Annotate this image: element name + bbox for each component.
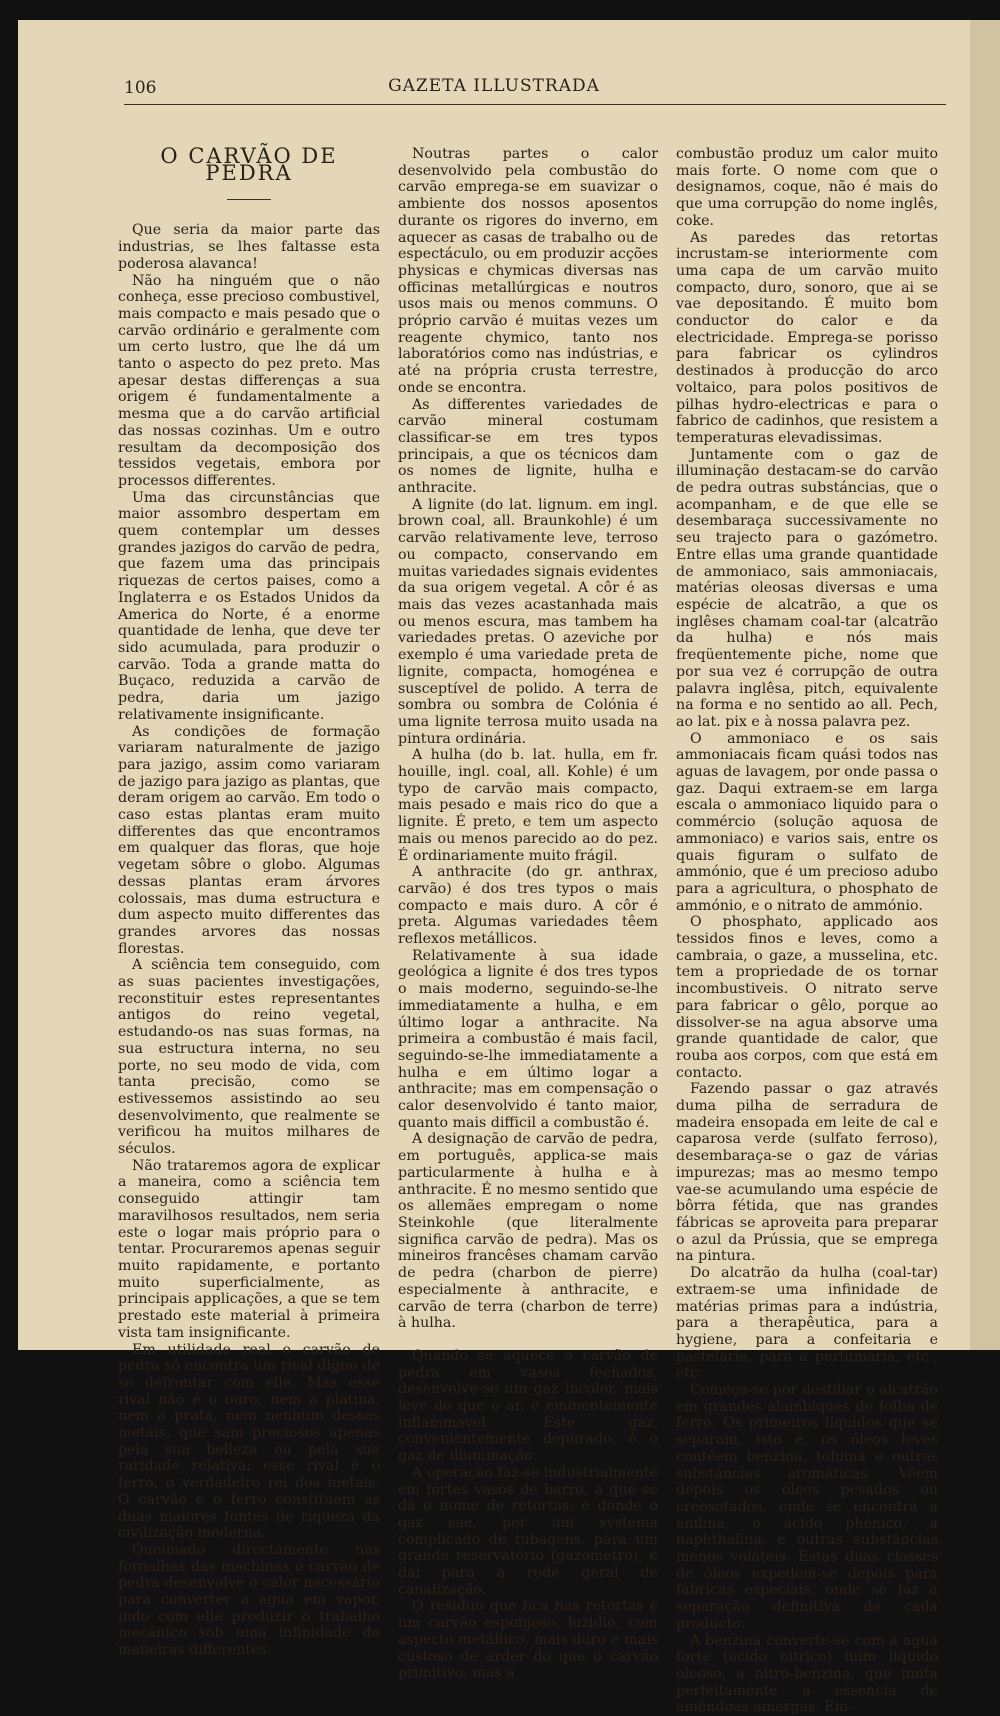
paragraph: Do alcatrão da hulha (coal-tar) extraem-se uma infinidade de matérias primas para a indústria, para a therapêutica, para a hygiene, para a confeitaria e pastelaria, para a perfumaria, etc., etc. — [676, 1265, 938, 1382]
paragraph: A sciência tem conseguido, com as suas pacientes investigações, reconstituir estes representantes antigos do reino vegetal, estudando-os nas suas formas, na sua estructura interna, no seu porte, no seu modo de vida, com tanta precisão, como se estivessemos assistindo ao seu desenvolvimento, que realmente se verificou ha muitos milhares de séculos. — [118, 957, 380, 1158]
paragraph: Fazendo passar o gaz através duma pilha de serradura de madeira ensopada em leite de cal e caparosa verde (sulfato ferroso), desembaraça-se o gaz de várias impurezas; mas ao mesmo tempo vae-se acumulando uma espécie de bôrra fétida, que nas grandes fábricas se aproveita para preparar o azul da Prússia, que se emprega na pintura. — [676, 1081, 938, 1265]
paragraph: Noutras partes o calor desenvolvido pela combustão do carvão emprega-se em suavizar o ambiente dos nossos aposentos durante os rigores do inverno, em aquecer as casas de trabalho ou de espectáculo, ou em produzir acções physicas e chymicas diversas nas officinas metallúrgicas e noutros usos mais ou menos communs. O próprio carvão é muitas vezes um reagente chymico, tanto nos laboratórios como nas indústrias, e até na própria crusta terrestre, onde se encontra. — [398, 146, 658, 396]
paragraph: Uma das circunstâncias que maior assombro despertam em quem contemplar um desses grandes jazigos do carvão de pedra, que fazem uma das principais riquezas de certos paises, como a Inglaterra e os Estados Unidos da America do Norte, é a enorme quantidade de lenha, que deve ter sido acumulada, para produzir o carvão. Toda a grande matta do Buçaco, reduzida a carvão de pedra, daria um jazigo relativamente insignificante. — [118, 489, 380, 723]
paragraph: As paredes das retortas incrustam-se interiormente com uma capa de um carvão muito compacto, duro, sonoro, que ai se vae depositando. É muito bom conductor do calor e da electricidade. Emprega-se porisso para fabricar os cylindros destinados à producção do arco voltaico, para polos positivos de pilhas hydro-electricas e para o fabrico de cadinhos, que resistem a temperaturas elevadissimas. — [676, 229, 938, 446]
newspaper-page — [18, 20, 970, 1716]
page-number: 106 — [124, 78, 157, 98]
paragraph: Relativamente à sua idade geológica a lignite é dos tres typos o mais moderno, seguindo-se-lhe immediatamente a hulha, e em último logar a anthracite. Na primeira a combustão é mais facil, seguindo-se-lhe immediatamente a hulha e em último logar a anthracite; mas em compensação o calor desenvolvido é tanto maior, quanto mais difficil a combustão é. — [398, 947, 658, 1131]
column-2 — [398, 146, 658, 1682]
paragraph: A hulha (do b. lat. hulla, em fr. houille, ingl. coal, all. Kohle) é um typo de carvão mais compacto, mais pesado e mais rico do que a lignite. É preto, e tem um aspecto mais ou menos parecido ao do pez. É ordinariamente muito frágil. — [398, 747, 658, 864]
paragraph: Começa-se por destillar o alcatrão em grandes alambiques de folha de ferro. Os primeiros liquidos que se separam, isto é, os óleos leves contêem benzina, toluina e outras substáncias aromáticas. Vêem depois os óleos pesados ou creosotados, onde se encontra a anilina, o ácido phénico, a naphthalina, e outras substáncias menos voláteis. Estas duas classes de óleos expedem-se depois para fábricas especiais, onde se faz a separação definitiva de cada producto. — [676, 1382, 938, 1632]
paragraph: A benzina converte-se com a agua forte (acido nitrico) num liquido oleoso, a nitro-benzina, que imita perfeitamente a essencia de amêndoas amargas. Em- — [676, 1632, 938, 1716]
paragraph: Em utilidade real o carvão de pedra só encontra um rival digno de se defrontar com elle. Mas esse rival não é o ouro, nem a platina, nem a prata, nem nenhum desses metais, que sam preciosos apenas pela sua belleza ou pela sua raridade relativa; esse rival é o ferro, o verdadeiro rei dos metais. O carvão e o ferro constituem as duas maiores fontes de riqueza da civilização moderna. — [118, 1341, 380, 1542]
column-3 — [676, 146, 938, 1716]
paragraph: Não ha ninguém que o não conheça, esse precioso combustivel, mais compacto e mais pesado que o carvão ordinário e geralmente com um certo lustro, que lhe dá um tanto o aspecto do pez preto. Mas apesar destas differenças a sua origem é fundamentalmente a mesma que a do carvão artificial das nossas cozinhas. Um e outro resultam da decomposição dos tessidos vegetais, embora por processos differentes. — [118, 272, 380, 489]
paragraph: As differentes variedades de carvão mineral costumam classificar-se em tres typos principais, a que os técnicos dam os nomes de lignite, hulha e anthracite. — [398, 396, 658, 497]
paragraph: A anthracite (do gr. anthrax, carvão) é dos tres typos o mais compacto e mais duro. A côr é preta. Algumas variedades têem reflexos metállicos. — [398, 864, 658, 948]
header-rule — [124, 104, 946, 105]
paragraph: A operação faz-se industrialmente em fortes vasos de barro, a que se dá o nome de retortas, e donde o gaz sae, por um systema complicado de tubagens, para um grande reservatório (gazometro), é dai para a rede geral de canalização. — [398, 1464, 658, 1598]
page-edge — [970, 20, 1000, 1350]
journal-title: GAZETA ILLUSTRADA — [388, 76, 600, 96]
article-title: O CARVÃO DE PEDRA — [160, 144, 338, 185]
paragraph: Juntamente com o gaz de illuminação destacam-se do carvão de pedra outras substáncias, que o acompanham, e de que elle se desembaraça successivamente no seu trajecto para o gazómetro. Entre ellas uma grande quantidade de ammoniaco, sais ammoniacais, matérias oleosas diversas e uma espécie de alcatrão, a que os inglêses chamam coal-tar (alcatrão da hulha) e nós mais freqüentemente piche, nome que por sua vez é corrupção de outra palavra inglêsa, pitch, equivalente na forma e no sentido ao all. Pech, ao lat. pix e à nossa palavra pez. — [676, 446, 938, 730]
paragraph: As condições de formação variaram naturalmente de jazigo para jazigo, assim como variaram de jazigo para jazigo as plantas, que deram origem ao carvão. Em todo o caso estas plantas eram muito differentes das que encontramos em qualquer das floras, que hoje vegetam sôbre o globo. Algumas dessas plantas eram árvores colossais, mas duma estructura e dum aspecto muito differentes das grandes arvores das nossas florestas. — [118, 723, 380, 957]
paragraph: Quando se aquece o carvão de pedra em vasos fechados, desenvolve-se um gaz incolor, mais leve do que o ar, e eminentemente inflammavel. Este gaz, convenientemente depurado, é o gaz de illuminação. — [398, 1347, 658, 1465]
paragraph: O ammoniaco e os sais ammoniacais ficam quási todos nas aguas de lavagem, por onde passa o gaz. Daqui extraem-se em larga escala o ammoniaco liquido para o commércio (solução aquosa de ammoniaco) e varios sais, entre os quais figuram o sulfato de ammónio, que é um precioso adubo para a agricultura, o phosphato de ammónio, e o nitrato de ammónio. — [676, 730, 938, 914]
paragraph-gap — [398, 1332, 658, 1348]
title-rule — [227, 199, 271, 200]
paragraph: combustão produz um calor muito mais forte. O nome com que o designamos, coque, não é mais do que uma corrupção do nome inglês, coke. — [676, 146, 938, 229]
paragraph: O residuo que fica nas retortas é um carvão esponjoso, luzidio, com aspecto metállico, mais duro e mais custoso de arder do que o carvão primitivo; mas a — [398, 1598, 658, 1682]
paragraph: Queimado directamente nas fornalhas das machinas o carvão de pedra desenvolve o calor necessário para converter a agua em vapor, indo com elle produzir o trabalho mecânico sob uma infinidade de maneiras differentes. — [118, 1541, 380, 1659]
paragraph: O phosphato, applicado aos tessidos finos e leves, como a cambraia, o gaze, a musselina, etc. tem a propriedade de os tornar incombustiveis. O nitrato serve para fabricar o gêlo, porque ao dissolver-se na agua absorve uma grande quantidade de calor, que rouba aos corpos, com que está em contacto. — [676, 914, 938, 1081]
paragraph: Não trataremos agora de explicar a maneira, como a sciência tem conseguido attingir tam maravilhosos resultados, nem seria este o logar mais próprio para o tentar. Procuraremos apenas seguir muito rapidamente, e portanto muito superficialmente, as principais applicações, a que se tem prestado este material à primeira vista tam insignificante. — [118, 1157, 380, 1341]
paragraph: A designação de carvão de pedra, em português, applica-se mais particularmente à hulha e à anthracite. É no mesmo sentido que os allemães empregam o nome Steinkohle (que literalmente significa carvão de pedra). Mas os mineiros francêses chamam carvão de pedra (charbon de pierre) especialmente à anthracite, e carvão de terra (charbon de terre) à hulha. — [398, 1131, 658, 1332]
column-1 — [118, 132, 380, 1659]
paragraph: A lignite (do lat. lignum. em ingl. brown coal, all. Braunkohle) é um carvão relativamente leve, terroso ou compacto, conservando em muitas variedades signais evidentes da sua origem vegetal. A côr é as mais das vezes acastanhada mais ou menos escura, mas tambem ha variedades pretas. O azeviche por exemplo é uma variedade preta de lignite, compacta, homogénea e susceptível de polido. A terra de sombra ou sombra de Colónia é uma lignite terrosa muito usada na pintura ordinária. — [398, 496, 658, 747]
paragraph: Que seria da maior parte das industrias, se lhes faltasse esta poderosa alavanca! — [118, 222, 380, 272]
